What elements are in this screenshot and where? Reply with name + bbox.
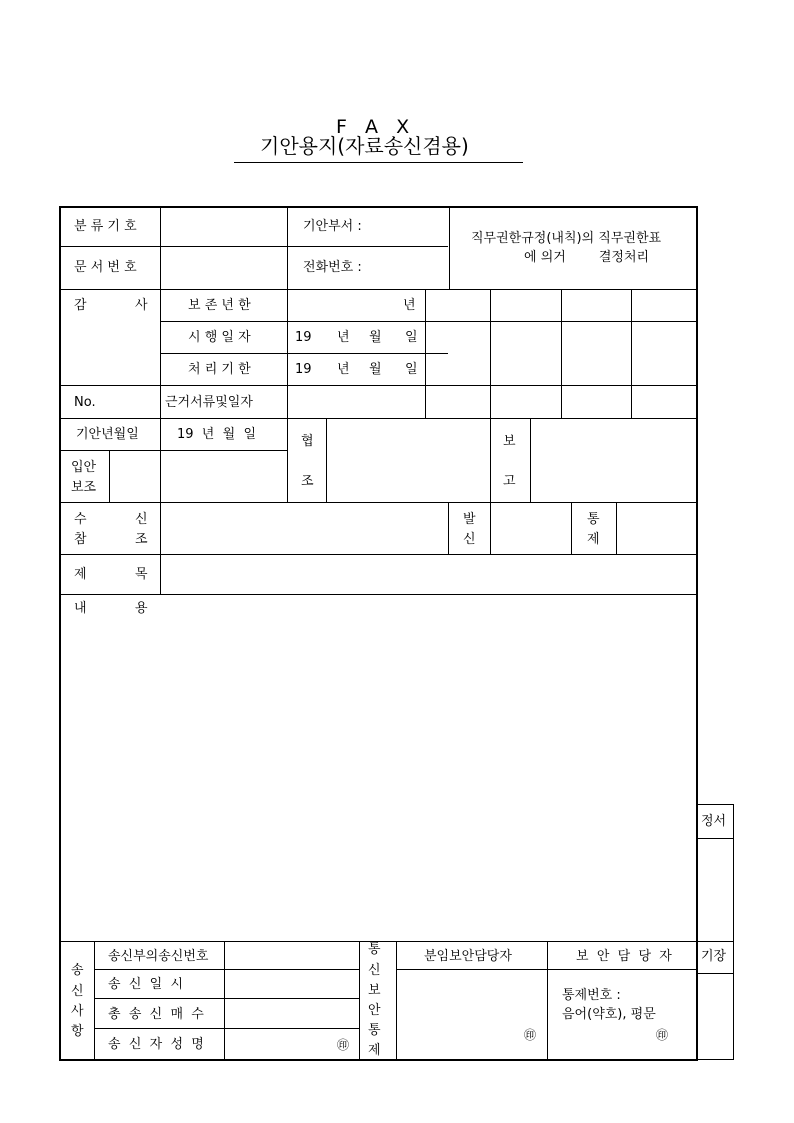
control-label-2: 제 [587, 532, 600, 547]
dispatch-label-1: 발 [463, 512, 476, 527]
table-rule-vertical [490, 289, 491, 418]
table-rule-horizontal [425, 321, 698, 322]
table-rule-vertical [696, 206, 698, 1061]
transmission-label-4: 항 [71, 1024, 84, 1039]
authority-note-line-1: 직무권한규정(내칙)의 직무권한표 [471, 231, 662, 246]
table-rule-horizontal [59, 289, 698, 290]
deadline-year: 년 [337, 362, 350, 377]
transmission-label-2: 신 [71, 984, 84, 999]
control-number-label: 통제번호 : [562, 988, 621, 1003]
report-label-1: 보 [503, 434, 516, 449]
content-label-b: 용 [135, 601, 148, 616]
audit-label-a: 감 [74, 298, 87, 313]
table-rule-horizontal [59, 385, 698, 386]
clean-copy-label: 정서 [701, 814, 727, 829]
table-rule-vertical [616, 502, 617, 554]
table-rule-horizontal [59, 418, 698, 419]
transmission-label-1: 송 [71, 963, 84, 978]
table-rule-vertical [448, 502, 449, 554]
table-rule-horizontal [59, 941, 698, 942]
table-rule-horizontal [59, 206, 698, 208]
table-rule-vertical [287, 206, 288, 289]
phone-number-label: 전화번호 : [303, 260, 362, 275]
classification-code-label: 분 류 기 호 [74, 219, 137, 234]
document-number-label: 문 서 번 호 [74, 260, 137, 275]
cooperation-label-2: 조 [301, 474, 314, 489]
no-label: No. [74, 395, 96, 410]
form-title: 기안용지(자료송신겸용) [260, 134, 469, 158]
reference-label-b: 조 [135, 532, 148, 547]
draft-date-label: 기안년월일 [76, 427, 139, 442]
table-rule-vertical [326, 418, 327, 502]
table-rule-vertical [160, 554, 161, 594]
audit-label-b: 사 [135, 298, 148, 313]
table-rule-horizontal [698, 973, 734, 974]
table-rule-vertical [287, 289, 288, 418]
cipher-plain-label: 음어(약호), 평문 [562, 1007, 656, 1022]
deadline-label: 처 리 기 한 [188, 362, 251, 377]
reference-label-a: 참 [74, 532, 87, 547]
effective-date-day: 일 [405, 330, 418, 345]
effective-date-year: 년 [337, 330, 350, 345]
dept-officer-seal-icon: ㊞ [524, 1028, 537, 1042]
deadline-day: 일 [405, 362, 418, 377]
comm-control-label-1: 통 [368, 942, 381, 957]
table-rule-vertical [160, 502, 161, 554]
table-rule-vertical [631, 289, 632, 418]
table-rule-horizontal [59, 450, 287, 451]
send-datetime-label: 송 신 일 시 [108, 977, 184, 992]
table-rule-horizontal [59, 502, 698, 503]
table-rule-horizontal [160, 321, 448, 322]
transmission-label-3: 사 [71, 1004, 84, 1019]
table-rule-vertical [733, 941, 734, 1059]
table-rule-horizontal [59, 246, 448, 247]
total-sheets-label: 총 송 신 매 수 [108, 1007, 204, 1022]
table-rule-vertical [449, 206, 450, 289]
table-rule-horizontal [160, 353, 448, 354]
table-rule-vertical [160, 418, 161, 502]
table-rule-horizontal [94, 998, 359, 999]
table-rule-horizontal [698, 838, 734, 839]
entry-assist-label-2: 보조 [71, 480, 97, 495]
table-rule-vertical [571, 502, 572, 554]
control-label-1: 통 [587, 512, 600, 527]
authority-note-line-2: 에 의거 결정처리 [524, 250, 650, 265]
table-rule-horizontal [94, 1028, 359, 1029]
comm-control-label-5: 통 [368, 1023, 381, 1038]
evidence-date-label: 근거서류및일자 [165, 395, 253, 410]
draft-date-value: 19 년 월 일 [177, 427, 257, 442]
table-rule-horizontal [59, 554, 698, 555]
sender-name-label: 송 신 자 성 명 [108, 1037, 204, 1052]
security-officer-seal-icon: ㊞ [656, 1028, 669, 1042]
security-officer-label: 보 안 담 당 자 [576, 949, 672, 964]
dispatch-label-2: 신 [463, 532, 476, 547]
entry-assist-label-1: 입안 [71, 460, 97, 475]
deadline-month: 월 [369, 362, 382, 377]
table-rule-vertical [359, 941, 360, 1059]
table-rule-vertical [160, 206, 161, 289]
table-rule-horizontal [698, 941, 734, 942]
retention-period-label: 보 존 년 한 [188, 298, 251, 313]
effective-date-19: 19 [295, 330, 312, 345]
table-rule-vertical [109, 450, 110, 502]
subject-label-b: 목 [135, 567, 148, 582]
table-rule-horizontal [94, 969, 359, 970]
table-rule-horizontal [698, 804, 734, 805]
table-rule-horizontal [234, 162, 523, 163]
comm-control-label-3: 보 [368, 983, 381, 998]
recipient-label-b: 신 [135, 512, 148, 527]
recipient-label-a: 수 [74, 512, 87, 527]
report-label-2: 고 [503, 474, 516, 489]
table-rule-vertical [224, 941, 225, 1059]
sender-number-label: 송신부의송신번호 [108, 949, 209, 964]
recording-label: 기장 [701, 949, 727, 964]
table-rule-horizontal [698, 1059, 734, 1060]
comm-control-label-4: 안 [368, 1003, 381, 1018]
cooperation-label-1: 협 [301, 434, 314, 449]
table-rule-vertical [490, 418, 491, 502]
content-label-a: 내 [74, 601, 87, 616]
subject-label-a: 제 [74, 567, 87, 582]
table-rule-vertical [490, 502, 491, 554]
table-rule-vertical [287, 418, 288, 502]
comm-control-label-6: 제 [368, 1043, 381, 1058]
effective-date-month: 월 [369, 330, 382, 345]
fax-title: F A X [336, 116, 412, 138]
table-rule-vertical [396, 941, 397, 1059]
table-rule-vertical [425, 289, 426, 418]
table-rule-vertical [59, 206, 61, 1061]
table-rule-horizontal [396, 969, 698, 970]
table-rule-vertical [530, 418, 531, 502]
deadline-19: 19 [295, 362, 312, 377]
comm-control-label-2: 신 [368, 963, 381, 978]
effective-date-label: 시 행 일 자 [188, 330, 251, 345]
table-rule-vertical [94, 941, 95, 1059]
sender-seal-icon: ㊞ [337, 1038, 350, 1052]
retention-year-unit: 년 [403, 298, 416, 313]
table-rule-vertical [733, 804, 734, 941]
dept-security-officer-label: 분임보안담당자 [424, 949, 512, 964]
drafting-dept-label: 기안부서 : [303, 219, 362, 234]
table-rule-vertical [561, 289, 562, 418]
table-rule-vertical [547, 941, 548, 1059]
table-rule-horizontal [59, 1059, 698, 1061]
table-rule-horizontal [59, 594, 698, 595]
